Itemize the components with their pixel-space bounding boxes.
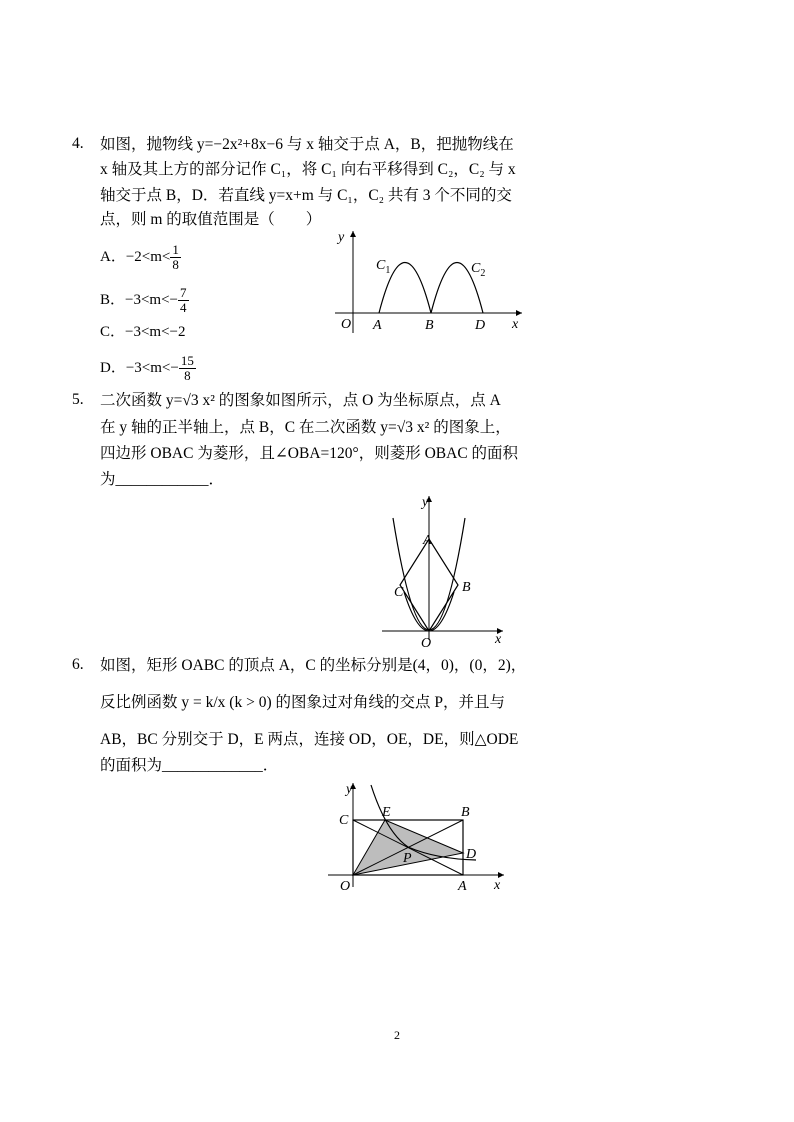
q4-option-d: D．−3<m<− $\frac{15}{8}$ bbox=[100, 353, 194, 383]
q6-label-x: x bbox=[494, 878, 501, 893]
q6-label-b: B bbox=[461, 805, 470, 820]
q4-label-x: x bbox=[512, 317, 519, 332]
q4-line-2: x 轴及其上方的部分记作 C₁，将 C₁ 向右平移得到 C₂，C₂ 与 x bbox=[100, 161, 516, 178]
q5-line-1: 二次函数 y=√3 x² 的图象如图所示，点 O 为坐标原点，点 A bbox=[100, 392, 501, 409]
q4-label-o: O bbox=[341, 317, 352, 332]
q5-line-2: 在 y 轴的正半轴上，点 B，C 在二次函数 y=√3 x² 的图象上， bbox=[100, 419, 511, 436]
q5-label-o: O bbox=[421, 636, 432, 650]
q6-line-3: AB，BC 分别交于 D，E 两点，连接 OD，OE，DE，则△ODE bbox=[100, 731, 519, 748]
q6-label-d: D bbox=[466, 847, 477, 862]
q4-label-a: A bbox=[373, 318, 382, 333]
q4-label-b: B bbox=[425, 318, 434, 333]
q6-label-e: E bbox=[382, 805, 391, 820]
q6-line-2: 反比例函数 y = k/x (k > 0) 的图象过对角线的交点 P，并且与 bbox=[100, 694, 505, 711]
q4-label-d: D bbox=[475, 318, 486, 333]
q5-label-c: C bbox=[394, 585, 404, 600]
q6-line-1: 如图，矩形 OABC 的顶点 A，C 的坐标分别是(4，0)，(0，2)， bbox=[100, 657, 527, 674]
q6-line-4: 的面积为_____________． bbox=[100, 757, 279, 774]
q5-label-b: B bbox=[462, 580, 471, 595]
q6-label-p: P bbox=[403, 851, 412, 866]
q4-figure bbox=[330, 225, 530, 340]
q5-label-x: x bbox=[495, 632, 502, 647]
q6-number: 6. bbox=[72, 656, 84, 673]
q4-line-1: 如图，抛物线 y=−2x²+8x−6 与 x 轴交于点 A，B，把抛物线在 bbox=[100, 136, 514, 153]
q4-label-y: y bbox=[338, 230, 345, 245]
q5-line-4: 为____________． bbox=[100, 471, 225, 488]
q6-label-y: y bbox=[346, 782, 353, 797]
q5-number: 5. bbox=[72, 391, 84, 408]
q5-figure bbox=[378, 490, 508, 650]
q4-label-c1: $C_1$ bbox=[376, 258, 391, 276]
q5-label-a: A bbox=[423, 533, 432, 548]
q4-label-c2: $C_2$ bbox=[471, 261, 486, 279]
q4-option-b: B．−3<m<− $\frac{7}{4}$ bbox=[100, 285, 187, 315]
q4-line-3: 轴交于点 B，D．若直线 y=x+m 与 C₁，C₂ 共有 3 个不同的交 bbox=[100, 187, 512, 204]
q4-option-c: C．−3<m<−2 bbox=[100, 324, 186, 340]
q4-line-4: 点，则 m 的取值范围是（ ） bbox=[100, 211, 322, 228]
q5-line-3: 四边形 OBAC 为菱形，且∠OBA=120°，则菱形 OBAC 的面积 bbox=[100, 445, 519, 462]
q4-option-a: A．−2<m< $\frac{1}{8}$ bbox=[100, 242, 179, 272]
q4-number: 4. bbox=[72, 135, 84, 152]
q5-label-y: y bbox=[422, 495, 429, 510]
q6-label-o: O bbox=[340, 879, 351, 894]
q6-label-c: C bbox=[339, 813, 349, 828]
q6-label-a: A bbox=[458, 879, 467, 894]
page-number: 2 bbox=[394, 1028, 400, 1042]
q6-figure bbox=[326, 777, 511, 897]
